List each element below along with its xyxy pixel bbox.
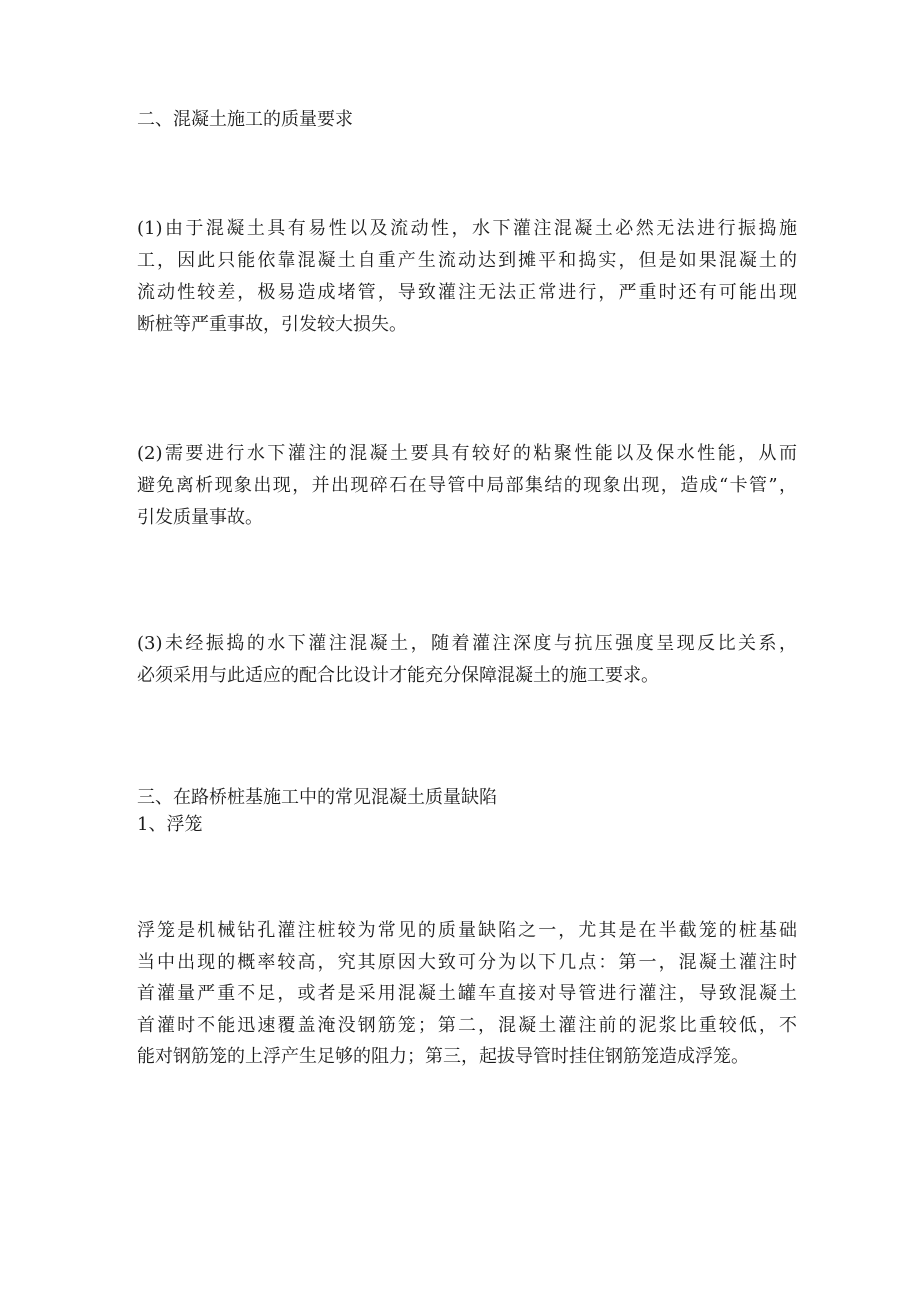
subsection-1-title: 1、浮笼 — [137, 814, 203, 835]
paragraph-3 — [137, 628, 797, 692]
paragraph-line: 当中出现的概率较高，究其原因大致可分为以下几点：第一，混凝土灌注时 — [137, 951, 797, 973]
paragraph-line: 避免离析现象出现，并出现碎石在导管中局部集结的现象出现，造成“卡管”， — [137, 475, 797, 496]
paragraph-line: 流动性较差，极易造成堵管，导致灌注无法正常进行，严重时还有可能出现 — [137, 282, 797, 303]
paragraph-1 — [137, 213, 797, 341]
paragraph-4 — [137, 915, 797, 1073]
paragraph-line: 必须采用与此适应的配合比设计才能充分保障混凝土的施工要求。 — [137, 665, 659, 686]
paragraph-line: 首灌量严重不足，或者是采用混凝土罐车直接对导管进行灌注，导致混凝土 — [137, 983, 797, 1004]
paragraph-line: (2)需要进行水下灌注的混凝土要具有较好的粘聚性能以及保水性能，从而 — [137, 443, 797, 464]
paragraph-line: 首灌时不能迅速覆盖淹没钢筋笼；第二，混凝土灌注前的泥浆比重较低，不 — [137, 1014, 797, 1036]
section-2-title: 二、混凝土施工的质量要求 — [137, 109, 353, 130]
paragraph-line: (1)由于混凝土具有易性以及流动性，水下灌注混凝土必然无法进行振捣施 — [137, 218, 797, 239]
paragraph-line: (3)未经振捣的水下灌注混凝土，随着灌注深度与抗压强度呈现反比关系， — [137, 633, 797, 654]
paragraph-line: 能对钢筋笼的上浮产生足够的阻力；第三，起拔导管时挂住钢筋笼造成浮笼。 — [137, 1046, 749, 1067]
paragraph-line: 浮笼是机械钻孔灌注桩较为常见的质量缺陷之一，尤其是在半截笼的桩基础 — [137, 920, 797, 941]
section-3-title: 三、在路桥桩基施工中的常见混凝土质量缺陷 — [137, 787, 497, 808]
paragraph-2 — [137, 438, 797, 534]
paragraph-line: 断桩等严重事故，引发较大损失。 — [137, 314, 407, 335]
paragraph-line: 工，因此只能依靠混凝土自重产生流动达到摊平和捣实，但是如果混凝土的 — [137, 250, 797, 271]
paragraph-line: 引发质量事故。 — [137, 507, 263, 528]
